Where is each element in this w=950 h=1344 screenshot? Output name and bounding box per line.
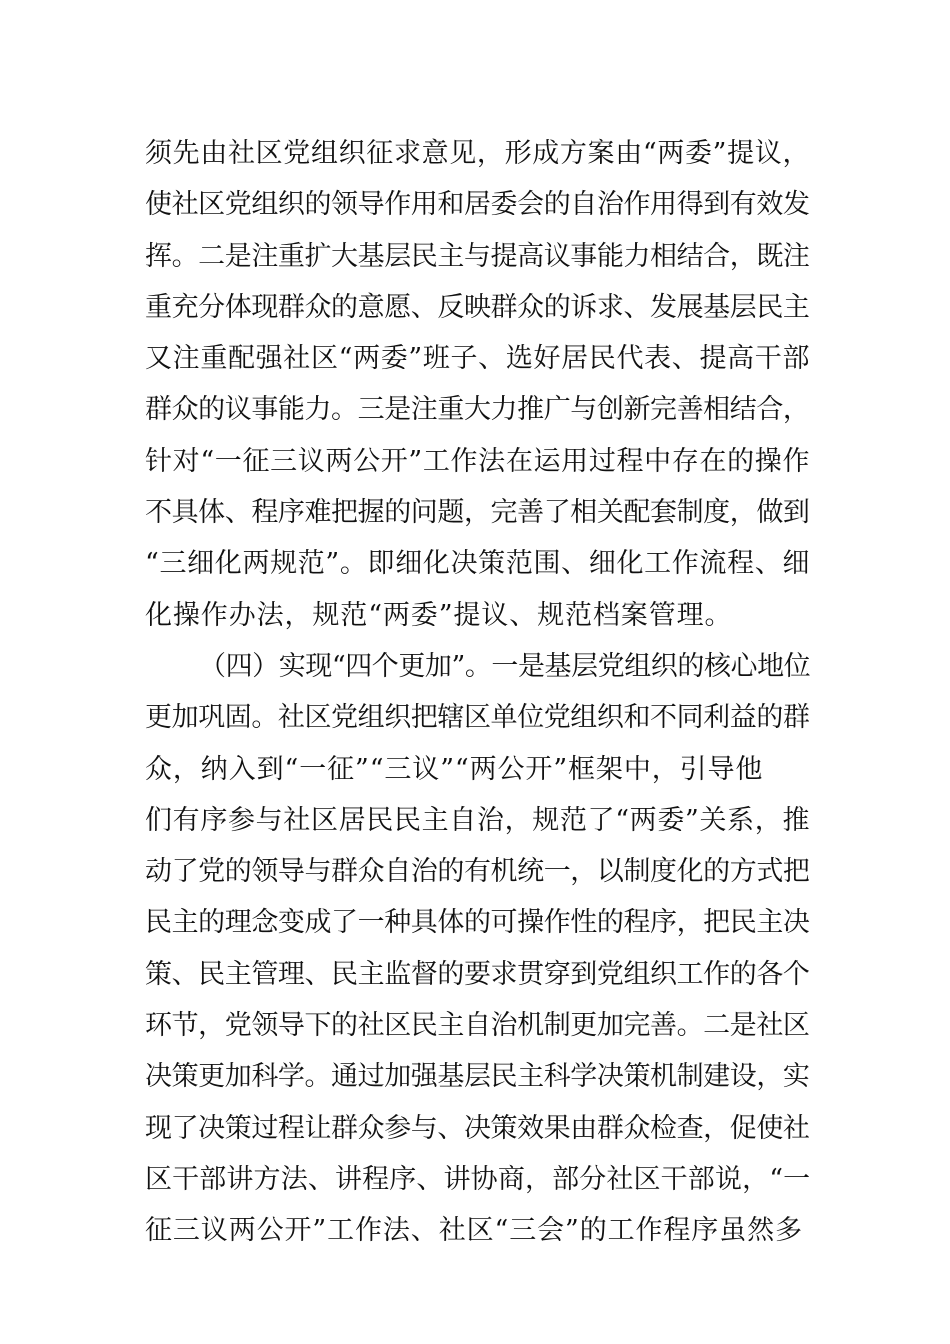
body-text bbox=[145, 128, 810, 1257]
text-line: 使社区党组织的领导作用和居委会的自治作用得到有效发 bbox=[145, 189, 810, 221]
text-line: 化操作办法，规范“两委”提议、规范档案管理。 bbox=[145, 599, 733, 631]
text-line: 现了决策过程让群众参与、决策效果由群众检查，促使社 bbox=[145, 1112, 810, 1144]
text-line: 动了党的领导与群众自治的有机统一，以制度化的方式把 bbox=[145, 856, 810, 888]
text-line: 区干部讲方法、讲程序、讲协商，部分社区干部说，“一 bbox=[145, 1163, 811, 1195]
text-line: 重充分体现群众的意愿、反映群众的诉求、发展基层民主 bbox=[145, 291, 810, 323]
text-line: 须先由社区党组织征求意见，形成方案由“两委”提议， bbox=[145, 138, 811, 169]
text-line: 不具体、程序难把握的问题，完善了相关配套制度，做到 bbox=[145, 497, 810, 529]
text-line: 决策更加科学。通过加强基层民主科学决策机制建设，实 bbox=[145, 1061, 810, 1093]
text-line: 征三议两公开”工作法、社区“三会”的工作程序虽然多 bbox=[145, 1215, 803, 1247]
text-line: 又注重配强社区“两委”班子、选好居民代表、提高干部 bbox=[145, 343, 811, 375]
text-line: 环节，党领导下的社区民主自治机制更加完善。二是社区 bbox=[145, 1010, 810, 1042]
text-line: 更加巩固。社区党组织把辖区单位党组织和不同利益的群 bbox=[145, 702, 810, 734]
text-line: 们有序参与社区居民民主自治，规范了“两委”关系，推 bbox=[145, 804, 811, 836]
text-line: 众，纳入到“一征”“三议”“两公开”框架中，引导他 bbox=[145, 753, 764, 785]
paragraph-start-line: （四）实现“四个更加”。一是基层党组织的核心地位 bbox=[199, 650, 811, 682]
text-line: 群众的议事能力。三是注重大力推广与创新完善相结合， bbox=[145, 394, 810, 426]
text-line: “三细化两规范”。即细化决策范围、细化工作流程、细 bbox=[145, 548, 811, 580]
text-line: 策、民主管理、民主监督的要求贯穿到党组织工作的各个 bbox=[145, 958, 810, 990]
text-line: 民主的理念变成了一种具体的可操作性的程序，把民主决 bbox=[145, 907, 810, 939]
text-line: 针对“一征三议两公开”工作法在运用过程中存在的操作 bbox=[145, 445, 811, 477]
text-line: 挥。二是注重扩大基层民主与提高议事能力相结合，既注 bbox=[145, 240, 810, 272]
